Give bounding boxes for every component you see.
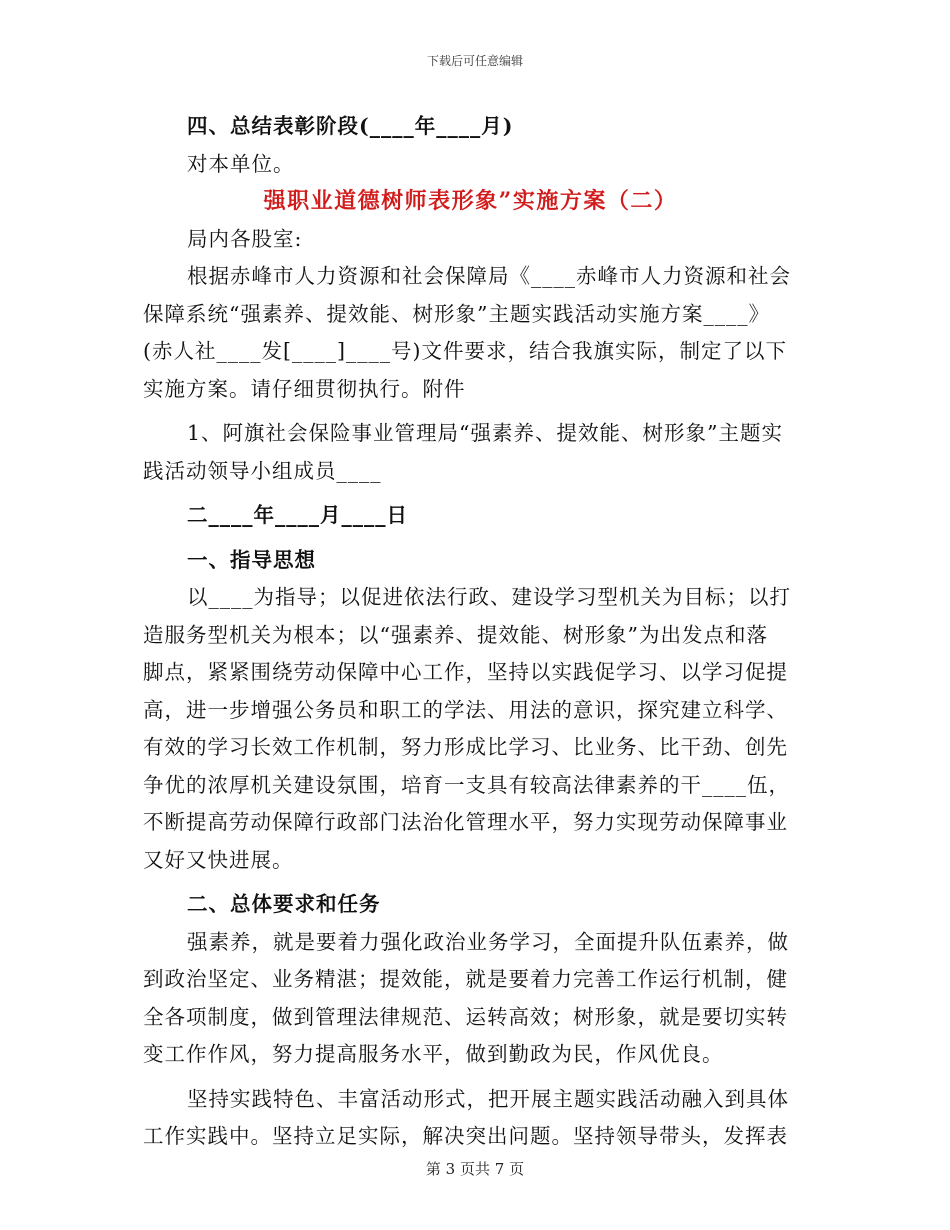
paragraph-line: 坚持实践特色、丰富活动形式，把开展主题实践活动融入到具体 xyxy=(187,1086,789,1111)
document-title: 强职业道德树师表形象”实施方案（二） xyxy=(263,188,678,214)
section-heading-4: 四、总结表彰阶段(____年____月) xyxy=(187,114,514,138)
paragraph-line: 工作实践中。坚持立足实际，解决突出问题。坚持领导带头，发挥表 xyxy=(143,1124,788,1148)
paragraph-line: 实施方案。请仔细贯彻执行。附件 xyxy=(143,376,466,401)
paragraph-line: 根据赤峰市人力资源和社会保障局《____赤峰市人力资源和社会 xyxy=(187,264,791,288)
paragraph-line: 践活动领导小组成员____ xyxy=(143,458,382,483)
paragraph-line: (赤人社____发[____]____号)文件要求，结合我旗实际，制定了以下 xyxy=(143,339,787,363)
paragraph-line: 1、阿旗社会保险事业管理局“强素养、提效能、树形象”主题实 xyxy=(187,421,784,445)
paragraph-line: 又好又快进展。 xyxy=(143,847,294,872)
paragraph-line: 不断提高劳动保障行政部门法治化管理水平，努力实现劳动保障事业 xyxy=(143,810,788,834)
paragraph-line: 变工作作风，努力提高服务水平，做到勤政为民，作风优良。 xyxy=(143,1042,724,1066)
section-heading-1: 一、指导思想 xyxy=(187,547,316,572)
paragraph-line: 以____为指导；以促进依法行政、建设学习型机关为目标；以打 xyxy=(187,585,791,609)
paragraph-line: 争优的浓厚机关建设氛围，培育一支具有较高法律素养的干____伍， xyxy=(143,772,790,797)
salutation: 局内各股室: xyxy=(187,226,303,251)
paragraph-line: 有效的学习长效工作机制，努力形成比学习、比业务、比干劲、创先 xyxy=(143,735,788,759)
paragraph-line: 脚点，紧紧围绕劳动保障中心工作，坚持以实践促学习、以学习促提 xyxy=(143,660,788,684)
date-line: 二____年____月____日 xyxy=(187,503,408,527)
page-footer: 第 3 页共 7 页 xyxy=(425,1160,525,1178)
document-body xyxy=(143,108,798,1156)
paragraph-line: 全各项制度，做到管理法律规范、运转高效；树形象，就是要切实转 xyxy=(143,1004,788,1029)
paragraph-line: 造服务型机关为根本；以“强素养、提效能、树形象”为出发点和落 xyxy=(143,622,768,647)
paragraph-line: 到政治坚定、业务精湛；提效能，就是要着力完善工作运行机制，健 xyxy=(143,967,788,991)
paragraph-line: 高，进一步增强公务员和职工的学法、用法的意识，探究建立科学、 xyxy=(143,697,788,722)
paragraph-line: 对本单位。 xyxy=(187,151,295,176)
page-header: 下载后可任意编辑 xyxy=(426,54,523,68)
paragraph-line: 保障系统“强素养、提效能、树形象”主题实践活动实施方案____》 xyxy=(143,301,770,326)
section-heading-2: 二、总体要求和任务 xyxy=(187,892,381,916)
paragraph-line: 强素养，就是要着力强化政治业务学习，全面提升队伍素养，做 xyxy=(187,929,789,954)
